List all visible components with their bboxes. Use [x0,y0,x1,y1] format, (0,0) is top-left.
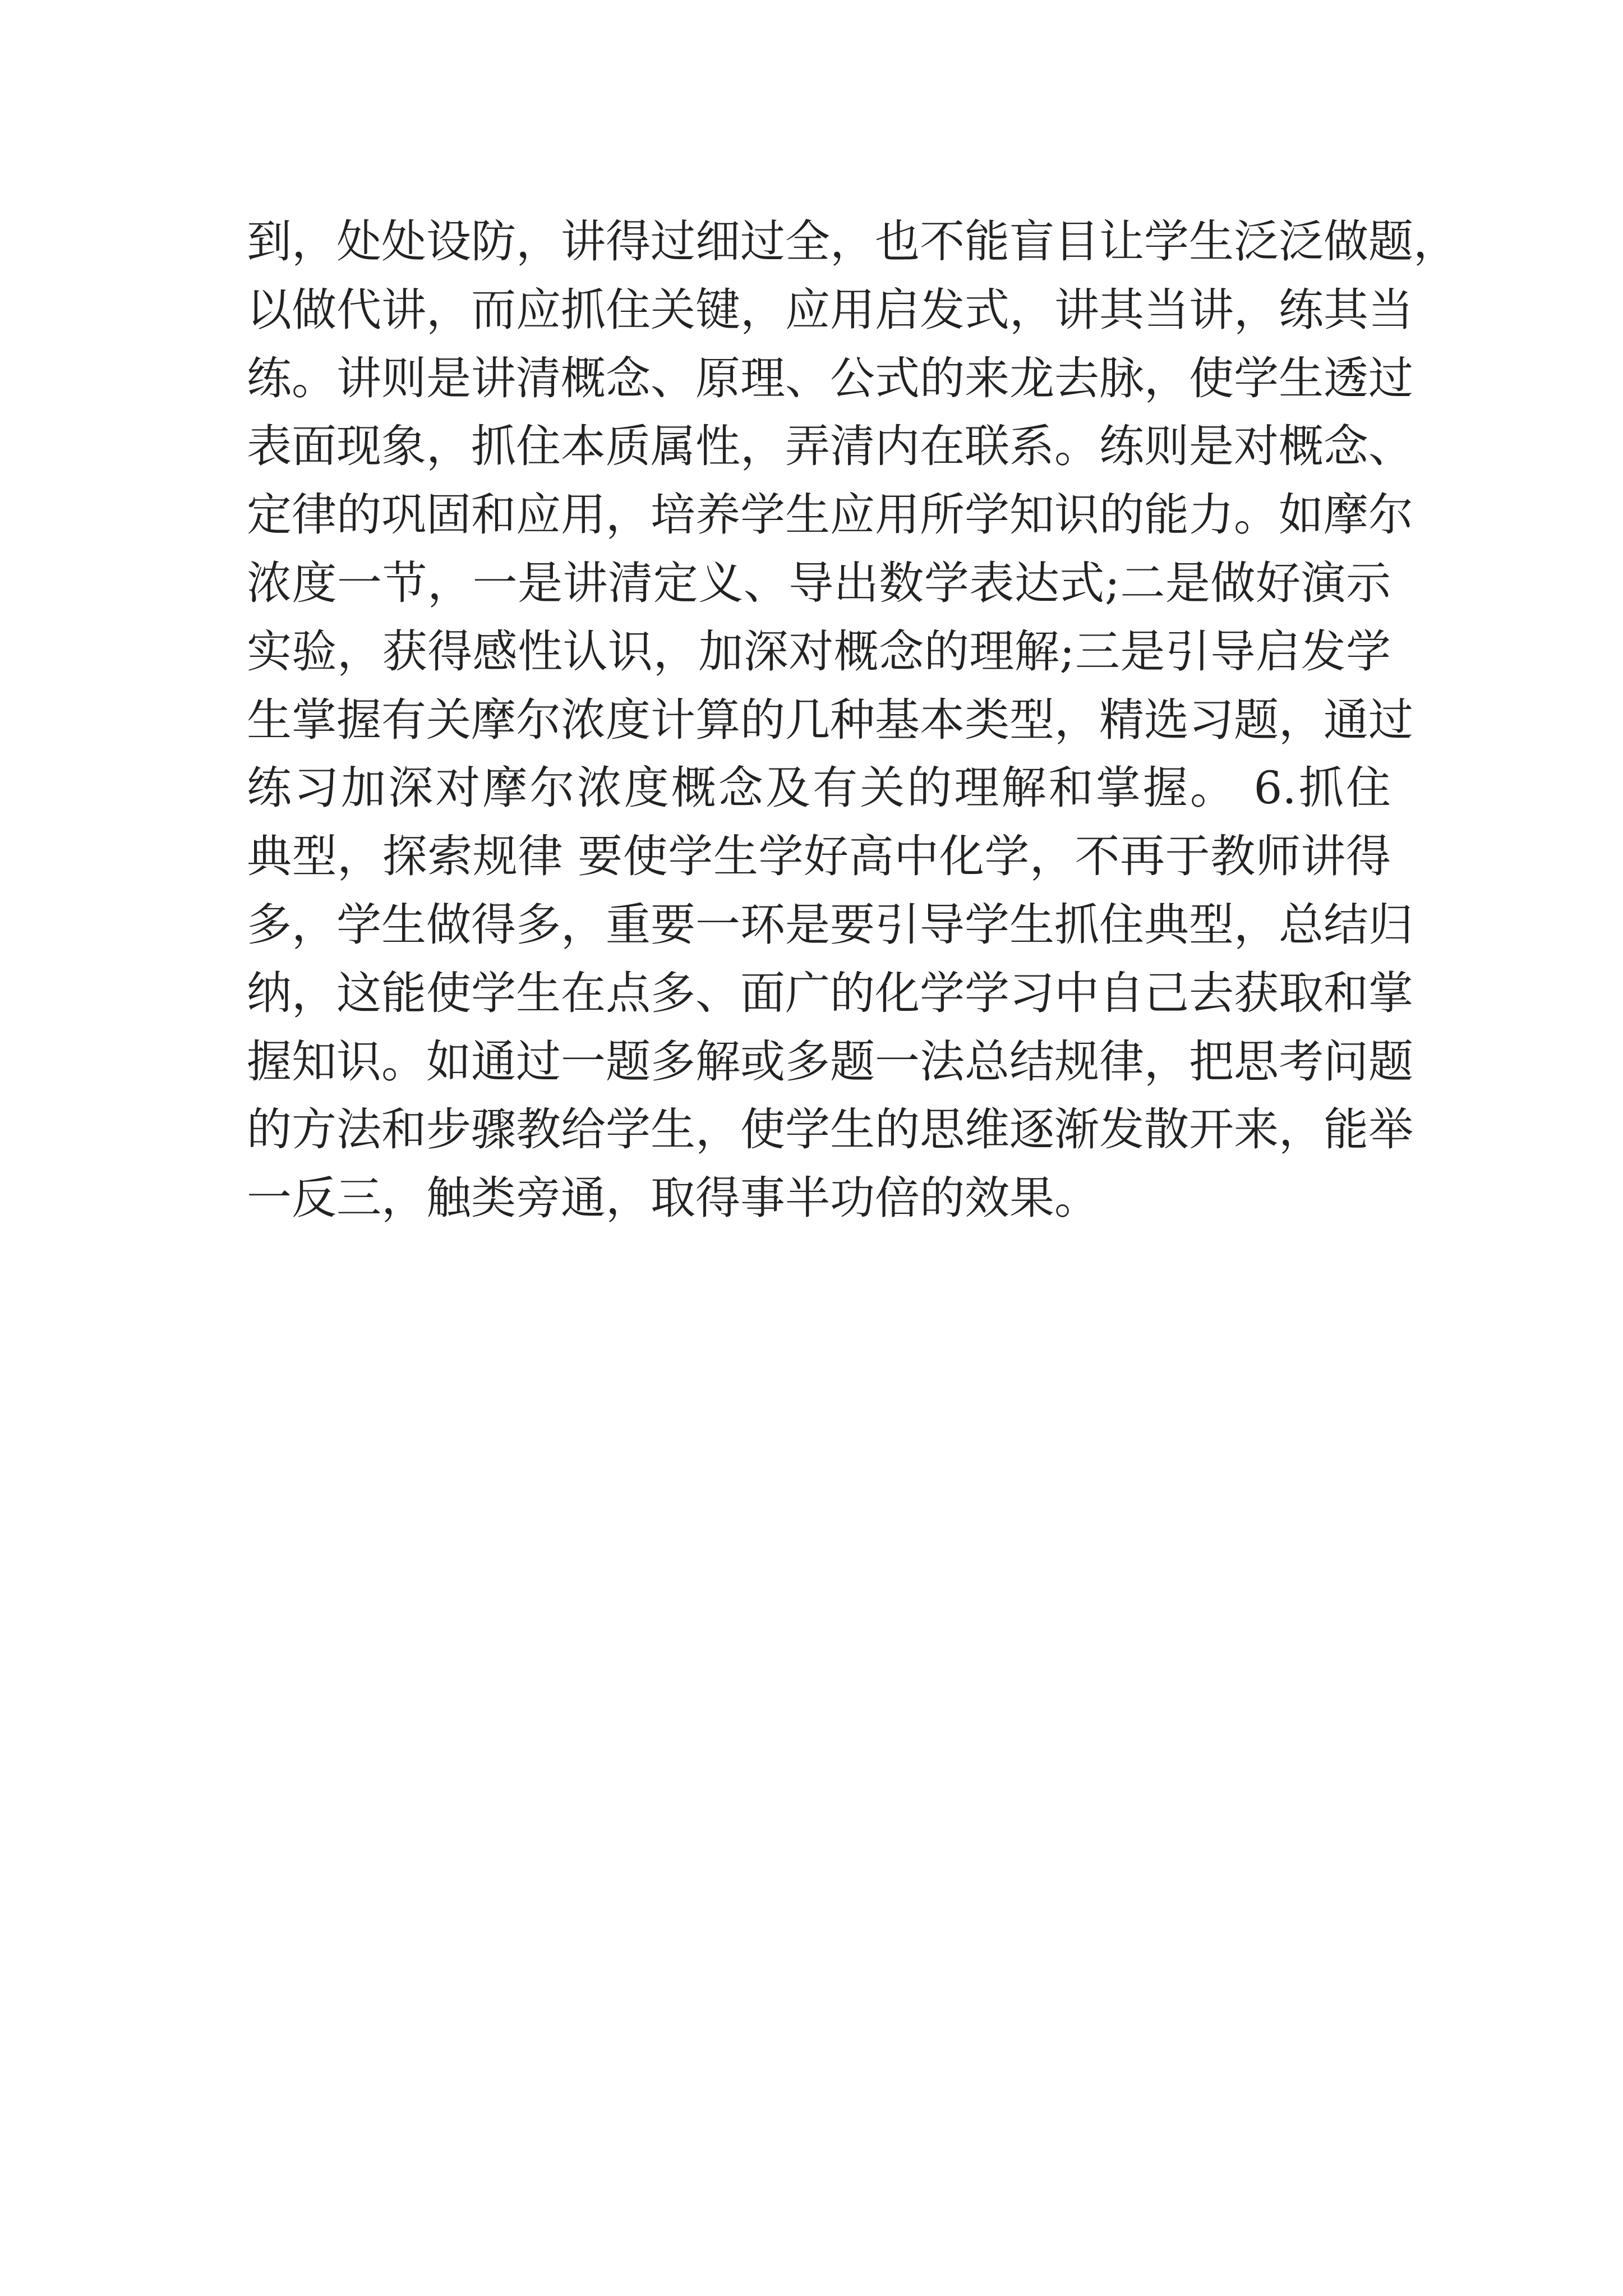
text-line: 一反三，触类旁通，取得事半功倍的效果。 [247,1172,1099,1225]
text-line: 浓度一节，一是讲清定义、导出数学表达式;二是做好演示 [247,556,1391,609]
text-line: 纳，这能使学生在点多、面广的化学学习中自己去获取和掌 [247,967,1413,1019]
text-line: 握知识。如通过一题多解或多题一法总结规律，把思考问题 [247,1035,1413,1088]
text-line: 到，处处设防，讲得过细过全，也不能盲目让学生泛泛做题， [247,215,1458,268]
text-line: 典型，探索规律 要使学生学好高中化学，不再于教师讲得 [247,830,1391,883]
text-line: 多，学生做得多，重要一环是要引导学生抓住典型，总结归 [247,898,1413,951]
text-line: 定律的巩固和应用，培养学生应用所学知识的能力。如摩尔 [247,489,1413,541]
text-line: 表面现象，抓住本质属性，弄清内在联系。练则是对概念、 [247,420,1413,473]
body-text [247,208,1458,1232]
text-line: 的方法和步骤教给学生，使学生的思维逐渐发散开来，能举 [247,1103,1413,1156]
text-line: 以做代讲，而应抓住关键，应用启发式，讲其当讲，练其当 [247,283,1413,336]
text-line: 练习加深对摩尔浓度概念及有关的理解和掌握。 6.抓住 [247,762,1391,815]
text-line: 练。讲则是讲清概念、原理、公式的来龙去脉，使学生透过 [247,352,1413,404]
text-line: 实验，获得感性认识，加深对概念的理解;三是引导启发学 [247,625,1391,678]
text-line: 生掌握有关摩尔浓度计算的几种基本类型，精选习题，通过 [247,693,1413,746]
